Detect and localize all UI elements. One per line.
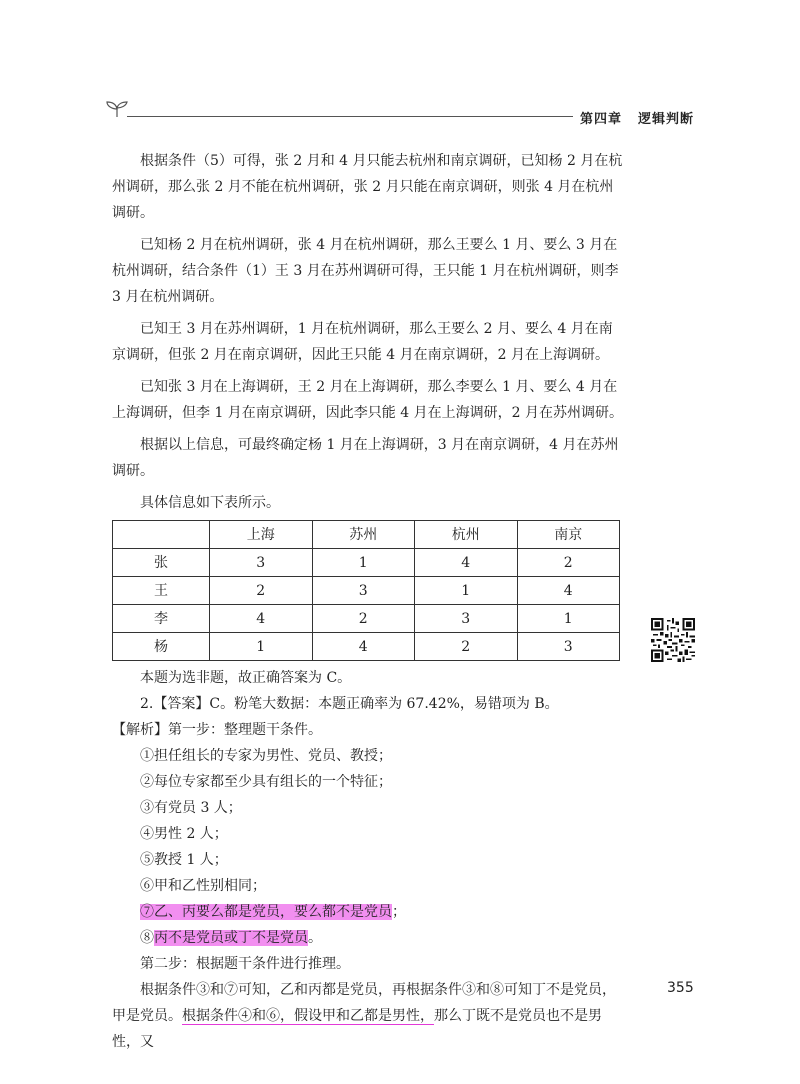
paragraph: 具体信息如下表所示。	[140, 495, 280, 511]
table-cell: 3	[210, 549, 313, 577]
table-cell: 3	[415, 605, 518, 633]
page-number: 355	[667, 980, 694, 996]
table-cell: 2	[517, 549, 620, 577]
highlight-mark	[140, 904, 392, 920]
highlight-mark: 丙不是党员或丁不是党员	[154, 930, 308, 946]
condition-item-8	[112, 925, 626, 951]
paragraph: 已知杨 2 月在杭州调研，张 4 月在杭州调研，那么王要么 1 月、要么 3 月在杭州调研，结合条件（1）王 3 月在苏州调研可得，王只能 1 月在杭州调研，则李 3 月在杭州调研。	[112, 237, 619, 305]
table-row	[113, 605, 620, 633]
qr-code-icon	[651, 618, 695, 662]
table-cell: 1	[312, 549, 415, 577]
table-cell: 4	[517, 577, 620, 605]
table-header-cell: 上海	[210, 521, 313, 549]
paragraph: 根据条件（5）可得，张 2 月和 4 月只能去杭州和南京调研，已知杨 2 月在杭州调研，那么张 2 月不能在杭州调研，张 2 月只能在南京调研，则张 4 月在杭州调研。	[112, 153, 623, 221]
analysis-line	[112, 717, 626, 743]
condition-item-7	[112, 899, 626, 925]
reasoning-text-a: 根据条件③和⑦可知，乙和丙都是党员，再根据条件③和⑧可知丁不是党员，甲是党员。	[112, 982, 616, 1024]
condition-item: ⑥甲和乙性别相同；	[140, 878, 266, 894]
table-cell: 2	[210, 577, 313, 605]
table-cell: 1	[415, 577, 518, 605]
step2-text: 第二步：根据题干条件进行推理。	[140, 956, 350, 972]
condition-item: ①担任组长的专家为男性、党员、教授；	[140, 748, 392, 764]
chapter-header	[580, 108, 694, 127]
reasoning-paragraph	[112, 977, 626, 1055]
table-cell: 4	[415, 549, 518, 577]
answer-number: 2.	[140, 696, 154, 712]
table-header-cell	[113, 521, 210, 549]
page-body	[112, 148, 626, 1055]
condition-end: ；	[392, 904, 406, 920]
chapter-number: 第四章	[580, 112, 623, 127]
analysis-step1: 第一步：整理题干条件。	[168, 722, 322, 738]
table-cell: 2	[312, 605, 415, 633]
reasoning-text-c: 那么丁既不是党员也不是男性，又	[112, 1008, 602, 1050]
table-cell: 1	[210, 633, 313, 661]
table-cell: 4	[312, 633, 415, 661]
analysis-tag: 【解析】	[112, 722, 168, 738]
paragraph: 已知王 3 月在苏州调研，1 月在杭州调研，那么王要么 2 月、要么 4 月在南京调研，但张 2 月在南京调研，因此王只能 4 月在南京调研，2 月在上海调研。	[112, 321, 613, 363]
header-rule	[127, 116, 573, 117]
underline-mark: 根据条件④和⑥，假设甲和乙都是男性，	[182, 1008, 434, 1024]
table-header-cell: 南京	[517, 521, 620, 549]
conclusion-text: 本题为选非题，故正确答案为 C。	[140, 670, 352, 686]
table-row	[113, 577, 620, 605]
condition-item: ③有党员 3 人；	[140, 800, 242, 816]
table-cell: 4	[210, 605, 313, 633]
answer-line	[112, 691, 626, 717]
table-cell: 王	[113, 577, 210, 605]
table-cell: 李	[113, 605, 210, 633]
chapter-title: 逻辑判断	[638, 112, 695, 127]
answer-tag: 【答案】	[153, 696, 210, 712]
condition-item: ②每位专家都至少具有组长的一个特征；	[140, 774, 392, 790]
condition-item: ⑤教授 1 人；	[140, 852, 228, 868]
table-header-cell: 杭州	[415, 521, 518, 549]
table-header-row	[113, 521, 620, 549]
condition-number: ⑧	[140, 930, 154, 946]
condition-item: ④男性 2 人；	[140, 826, 228, 842]
table-cell: 3	[312, 577, 415, 605]
table-cell: 3	[517, 633, 620, 661]
table-cell: 张	[113, 549, 210, 577]
table-row	[113, 549, 620, 577]
condition-number: ⑦	[140, 904, 154, 920]
paragraph: 已知张 3 月在上海调研，王 2 月在上海调研，那么李要么 1 月、要么 4 月在上海调研，但李 1 月在南京调研，因此李只能 4 月在上海调研，2 月在苏州调研。	[112, 379, 623, 421]
table-cell: 杨	[113, 633, 210, 661]
schedule-table	[112, 520, 620, 661]
condition-text: 乙、丙要么都是党员，要么都不是党员	[154, 904, 392, 920]
table-header-cell: 苏州	[312, 521, 415, 549]
answer-text: C。粉笔大数据：本题正确率为 67.42%，易错项为 B。	[209, 696, 559, 712]
condition-end: 。	[308, 930, 322, 946]
table-cell: 1	[517, 605, 620, 633]
table-cell: 2	[415, 633, 518, 661]
paragraph: 根据以上信息，可最终确定杨 1 月在上海调研，3 月在南京调研，4 月在苏州调研。	[112, 437, 619, 479]
table-row	[113, 633, 620, 661]
